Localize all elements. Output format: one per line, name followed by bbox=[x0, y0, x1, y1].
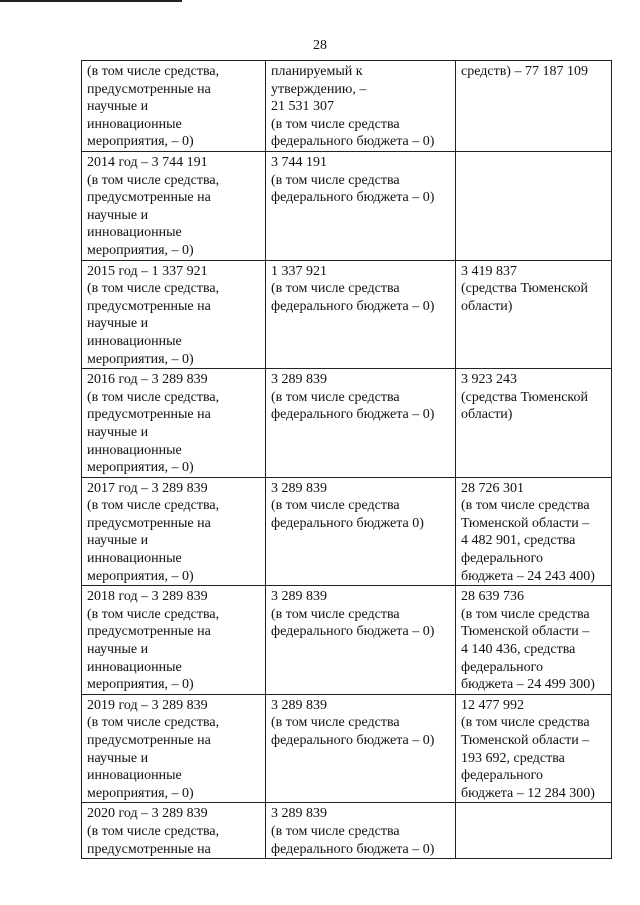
top-rule bbox=[0, 0, 182, 2]
table-row bbox=[82, 61, 612, 152]
table-row bbox=[82, 260, 612, 369]
regional-cell bbox=[456, 803, 612, 859]
regional-cell: 28 726 301 (в том числе средства Тюменской области – 4 482 901, средства федерального бюджета – 24 243 400) bbox=[456, 477, 612, 586]
table-row bbox=[82, 803, 612, 859]
year-total-cell: 2020 год – 3 289 839 (в том числе средства, предусмотренные на bbox=[82, 803, 266, 859]
federal-cell: 3 289 839 (в том числе средства федерального бюджета – 0) bbox=[266, 803, 456, 859]
year-total-cell: 2016 год – 3 289 839 (в том числе средства, предусмотренные на научные и инновационные мероприятия, – 0) bbox=[82, 369, 266, 478]
year-total-cell: (в том числе средства, предусмотренные на научные и инновационные мероприятия, – 0) bbox=[82, 61, 266, 152]
federal-cell: планируемый к утверждению, – 21 531 307 (в том числе средства федерального бюджета – 0) bbox=[266, 61, 456, 152]
regional-cell: 3 923 243 (средства Тюменской области) bbox=[456, 369, 612, 478]
regional-cell: 3 419 837 (средства Тюменской области) bbox=[456, 260, 612, 369]
regional-cell: средств) – 77 187 109 bbox=[456, 61, 612, 152]
federal-cell: 3 744 191 (в том числе средства федерального бюджета – 0) bbox=[266, 152, 456, 261]
federal-cell: 3 289 839 (в том числе средства федерального бюджета – 0) bbox=[266, 694, 456, 803]
funding-table bbox=[81, 60, 612, 859]
year-total-cell: 2018 год – 3 289 839 (в том числе средства, предусмотренные на научные и инновационные мероприятия, – 0) bbox=[82, 586, 266, 695]
federal-cell: 1 337 921 (в том числе средства федерального бюджета – 0) bbox=[266, 260, 456, 369]
year-total-cell: 2019 год – 3 289 839 (в том числе средства, предусмотренные на научные и инновационные мероприятия, – 0) bbox=[82, 694, 266, 803]
regional-cell bbox=[456, 152, 612, 261]
federal-cell: 3 289 839 (в том числе средства федерального бюджета – 0) bbox=[266, 586, 456, 695]
year-total-cell: 2014 год – 3 744 191 (в том числе средства, предусмотренные на научные и инновационные мероприятия, – 0) bbox=[82, 152, 266, 261]
table-row bbox=[82, 694, 612, 803]
table-row bbox=[82, 369, 612, 478]
regional-cell: 12 477 992 (в том числе средства Тюменской области – 193 692, средства федерального бюджета – 12 284 300) bbox=[456, 694, 612, 803]
year-total-cell: 2017 год – 3 289 839 (в том числе средства, предусмотренные на научные и инновационные мероприятия, – 0) bbox=[82, 477, 266, 586]
year-total-cell: 2015 год – 1 337 921 (в том числе средства, предусмотренные на научные и инновационные мероприятия, – 0) bbox=[82, 260, 266, 369]
regional-cell: 28 639 736 (в том числе средства Тюменской области – 4 140 436, средства федерального бюджета – 24 499 300) bbox=[456, 586, 612, 695]
federal-cell: 3 289 839 (в том числе средства федерального бюджета – 0) bbox=[266, 369, 456, 478]
page-number: 28 bbox=[313, 38, 327, 53]
table-row bbox=[82, 152, 612, 261]
table-row bbox=[82, 586, 612, 695]
table-row bbox=[82, 477, 612, 586]
federal-cell: 3 289 839 (в том числе средства федерального бюджета 0) bbox=[266, 477, 456, 586]
